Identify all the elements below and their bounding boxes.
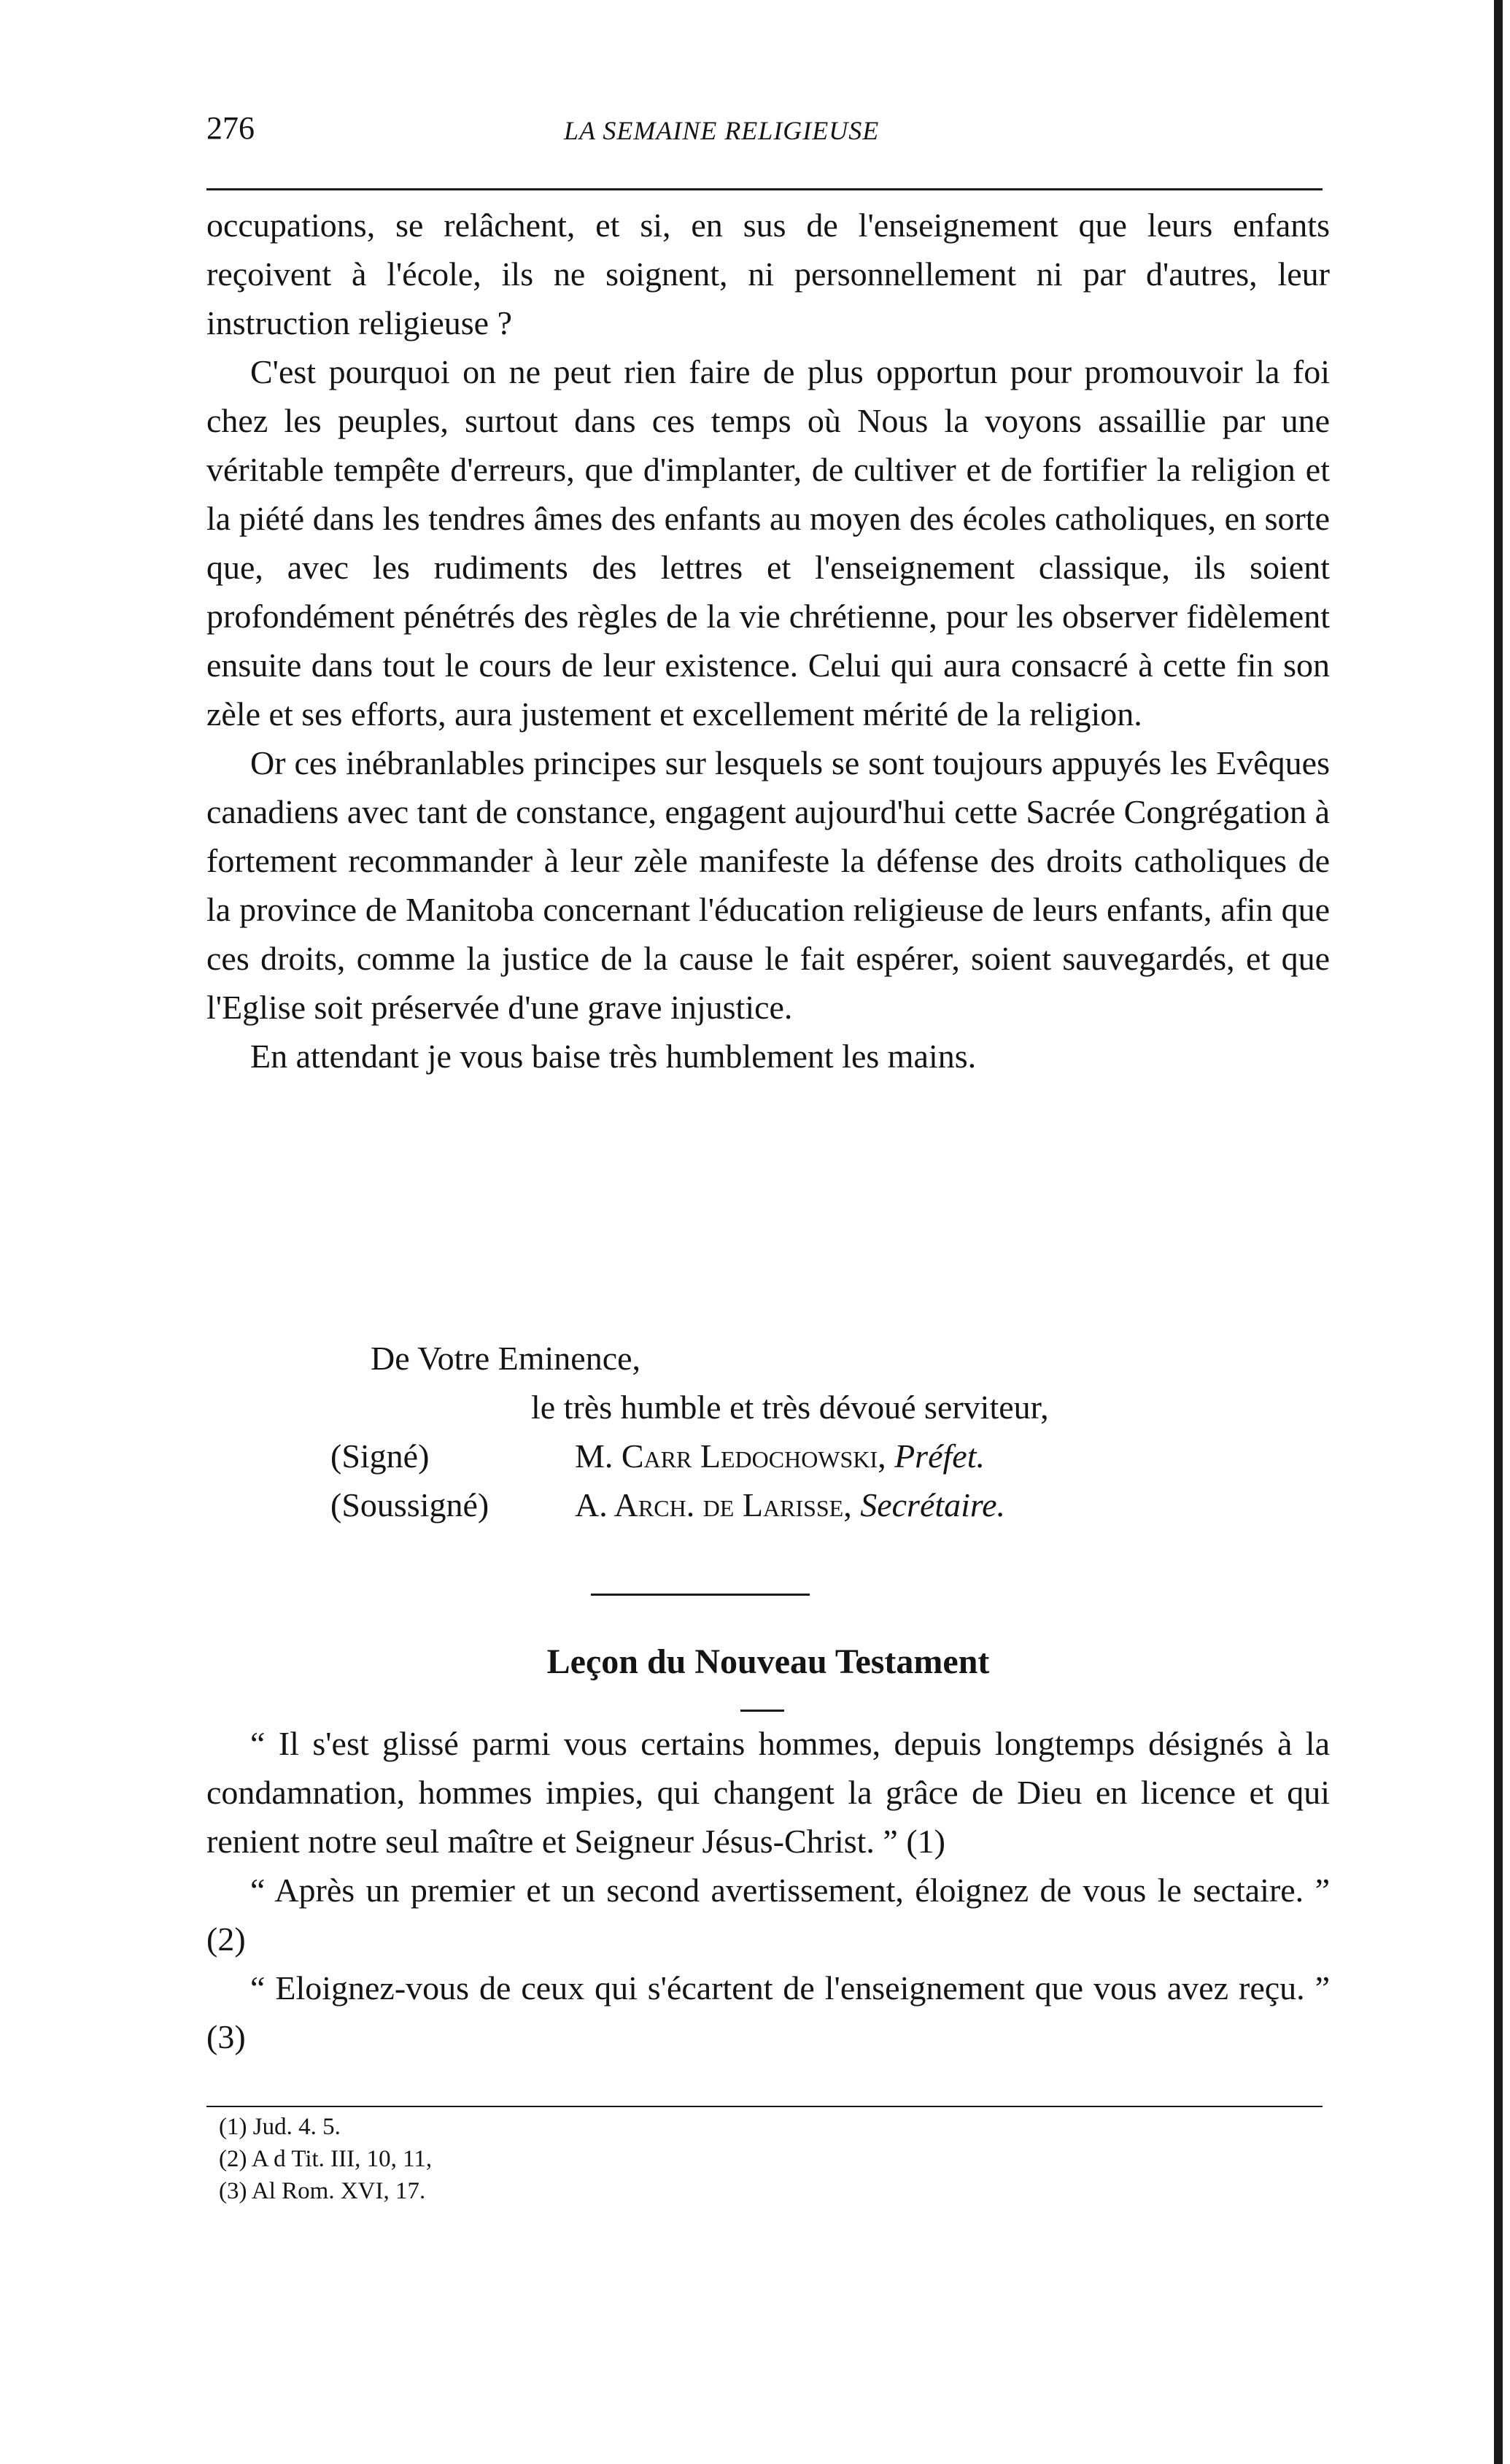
signed-title: Préfet. (894, 1437, 985, 1475)
lesson-body (206, 1719, 1330, 2061)
signature-secretary (575, 1480, 1005, 1529)
footnote: (1) Jud. 4. 5. (219, 2114, 341, 2140)
page-header (206, 109, 1330, 161)
section-divider (591, 1594, 810, 1596)
footnote-rule (206, 2106, 1323, 2107)
signed-name: M. Carr Ledochowski, (575, 1437, 886, 1475)
paragraph: En attendant je vous baise très humblement les mains. (250, 1038, 977, 1075)
salutation: De Votre Eminence, (371, 1340, 641, 1377)
page-edge-shadow (1494, 0, 1503, 2464)
countersigned-title: Secrétaire. (860, 1486, 1006, 1523)
footnote: (2) A d Tit. III, 10, 11, (219, 2146, 433, 2172)
footnote: (3) Al Rom. XVI, 17. (219, 2178, 426, 2204)
countersigned-label: (Soussigné) (330, 1486, 489, 1523)
quotation: “ Après un premier et un second avertissement, éloignez de vous le sectaire. ” (2) (206, 1872, 1330, 1958)
servant-line: le très humble et très dévoué serviteur, (531, 1389, 1049, 1426)
running-title: LA SEMAINE RELIGIEUSE (564, 116, 880, 145)
section-title: Leçon du Nouveau Testament (546, 1642, 990, 1681)
footnotes (219, 2111, 432, 2207)
quotation: “ Eloignez-vous de ceux qui s'écartent de l'enseignement que vous avez reçu. ” (3) (206, 1969, 1330, 2055)
paragraph-continuation: occupations, se relâchent, et si, en sus de l'enseignement que leurs enfants reçoivent à l'école, ils ne soignent, ni personnellement ni par d'autres, leur instruction religieuse ? (206, 206, 1330, 341)
signed-label: (Signé) (330, 1437, 430, 1475)
signature-prefect (575, 1432, 985, 1480)
paragraph: C'est pourquoi on ne peut rien faire de plus opportun pour promouvoir la foi chez les peuples, surtout dans ces temps où Nous la voyons assaillie par une véritable tempête d'erreurs, que d'implanter, de cultiver et de fortifier la religion et la piété dans les tendres âmes des enfants au moyen des écoles catholiques, en sorte que, avec les rudiments des lettres et l'enseignement classique, ils soient profondément pénétrés des règles de la vie chrétienne, pour les observer fidèlement ensuite dans tout le cours de leur existence. Celui qui aura consacré à cette fin son zèle et ses efforts, aura justement et excellement mérité de la religion. (206, 353, 1330, 733)
quotation: “ Il s'est glissé parmi vous certains hommes, depuis longtemps désignés à la condamnation, hommes impies, qui changent la grâce de Dieu en licence et qui renient notre seul maître et Seigneur Jésus-Christ. ” (1) (206, 1725, 1330, 1860)
countersigned-name: A. Arch. de Larisse, (575, 1486, 852, 1523)
page-number: 276 (206, 110, 255, 146)
header-rule (206, 188, 1323, 190)
paragraph: Or ces inébranlables principes sur lesquels se sont toujours appuyés les Evêques canadiens avec tant de constance, engagent aujourd'hui cette Sacrée Congrégation à fortement recommander à leur zèle manifeste la défense des droits catholiques de la province de Manitoba concernant l'éducation religieuse de leurs enfants, afin que ces droits, comme la justice de la cause le fait espérer, soient sauvegardés, et que l'Eglise soit préservée d'une grave injustice. (206, 744, 1330, 1026)
title-dash (740, 1710, 784, 1712)
letter-body (206, 201, 1330, 1081)
